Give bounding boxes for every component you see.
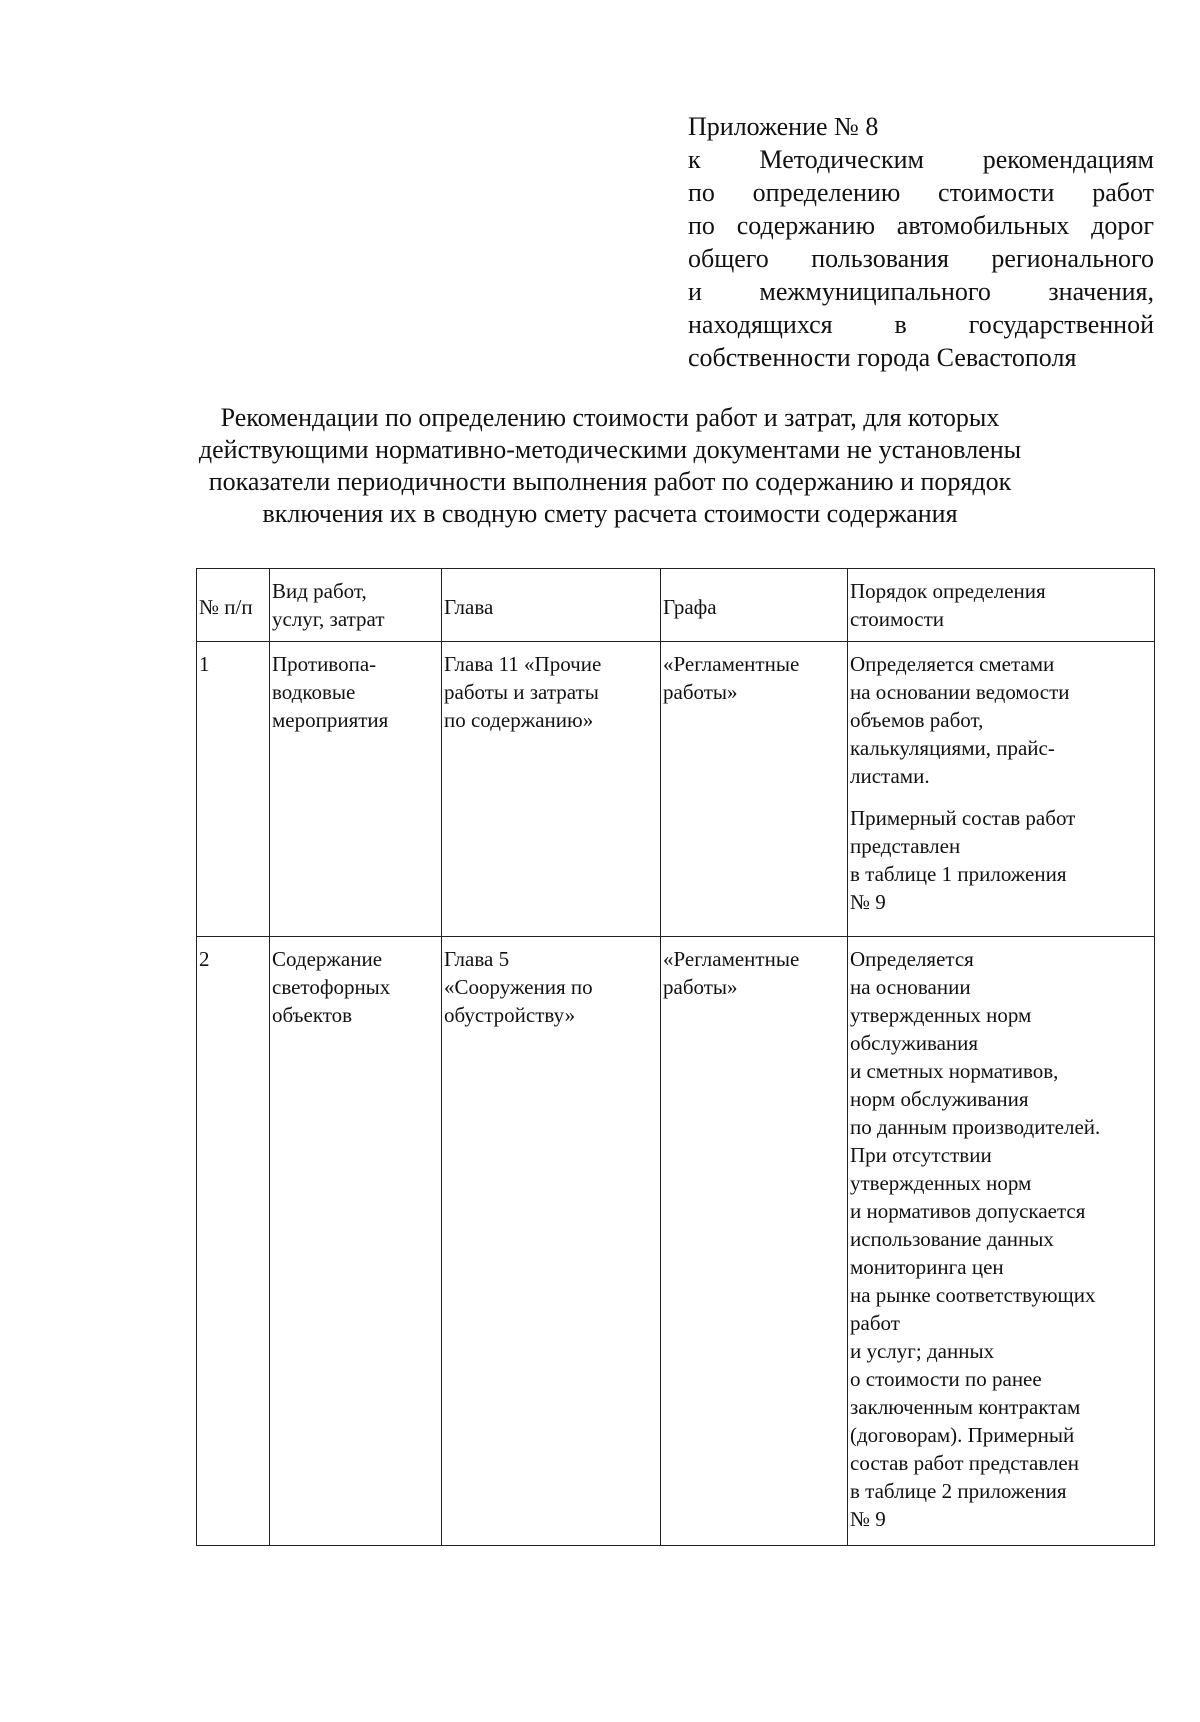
appendix-line: и межмуниципального значения,	[688, 277, 1154, 306]
heading-line: показатели периодичности выполнения работ по содержанию и порядок	[208, 467, 1012, 496]
cell-chapter: Глава 5 «Сооружения по обустройству»	[442, 937, 661, 1546]
appendix-line: к Методическим рекомендациям	[688, 145, 1154, 174]
cell-chapter: Глава 11 «Прочие работы и затраты по содержанию»	[442, 642, 661, 937]
table-header-row	[197, 569, 1155, 642]
cell-num: 1	[197, 642, 270, 937]
appendix-line: собственности города Севастополя	[688, 343, 1077, 372]
cell-order: Определяется сметами на основании ведомости объемов работ, калькуляциями, прайс- листами. Примерный состав работ представлен в таблице 1 приложения № 9	[848, 642, 1155, 937]
cell-type: Содержание светофорных объектов	[270, 937, 442, 1546]
table-row	[197, 642, 1155, 937]
heading-line: действующими нормативно-методическими документами не установлены	[198, 435, 1022, 464]
table-row	[197, 937, 1155, 1546]
cell-column: «Регламентные работы»	[661, 642, 848, 937]
cell-column: «Регламентные работы»	[661, 937, 848, 1546]
header-order: Порядок определения стоимости	[848, 569, 1155, 642]
header-num: № п/п	[197, 569, 270, 642]
appendix-reference	[688, 110, 1154, 374]
appendix-title: Приложение № 8	[688, 112, 879, 141]
cell-order: Определяется на основании утвержденных норм обслуживания и сметных нормативов, норм обслуживания по данным производителей. При отсутствии утвержденных норм и нормативов допускается использование данных мониторинга цен на рынке соответствующих работ и услуг; данных о стоимости по ранее заключенным контрактам (договорам). Примерный состав работ представлен в таблице 2 приложения № 9	[848, 937, 1155, 1546]
document-heading	[180, 402, 1040, 530]
appendix-line: по определению стоимости работ	[688, 178, 1154, 207]
header-column: Графа	[661, 569, 848, 642]
appendix-line: общего пользования регионального	[688, 244, 1154, 273]
heading-line: включения их в сводную смету расчета стоимости содержания	[262, 499, 958, 528]
cost-table	[196, 568, 1155, 1546]
cell-type: Противопа- водковые мероприятия	[270, 642, 442, 937]
cell-num: 2	[197, 937, 270, 1546]
appendix-line: находящихся в государственной	[688, 310, 1154, 339]
header-type: Вид работ, услуг, затрат	[270, 569, 442, 642]
header-chapter: Глава	[442, 569, 661, 642]
heading-line: Рекомендации по определению стоимости работ и затрат, для которых	[220, 403, 1000, 432]
appendix-line: по содержанию автомобильных дорог	[688, 211, 1154, 240]
